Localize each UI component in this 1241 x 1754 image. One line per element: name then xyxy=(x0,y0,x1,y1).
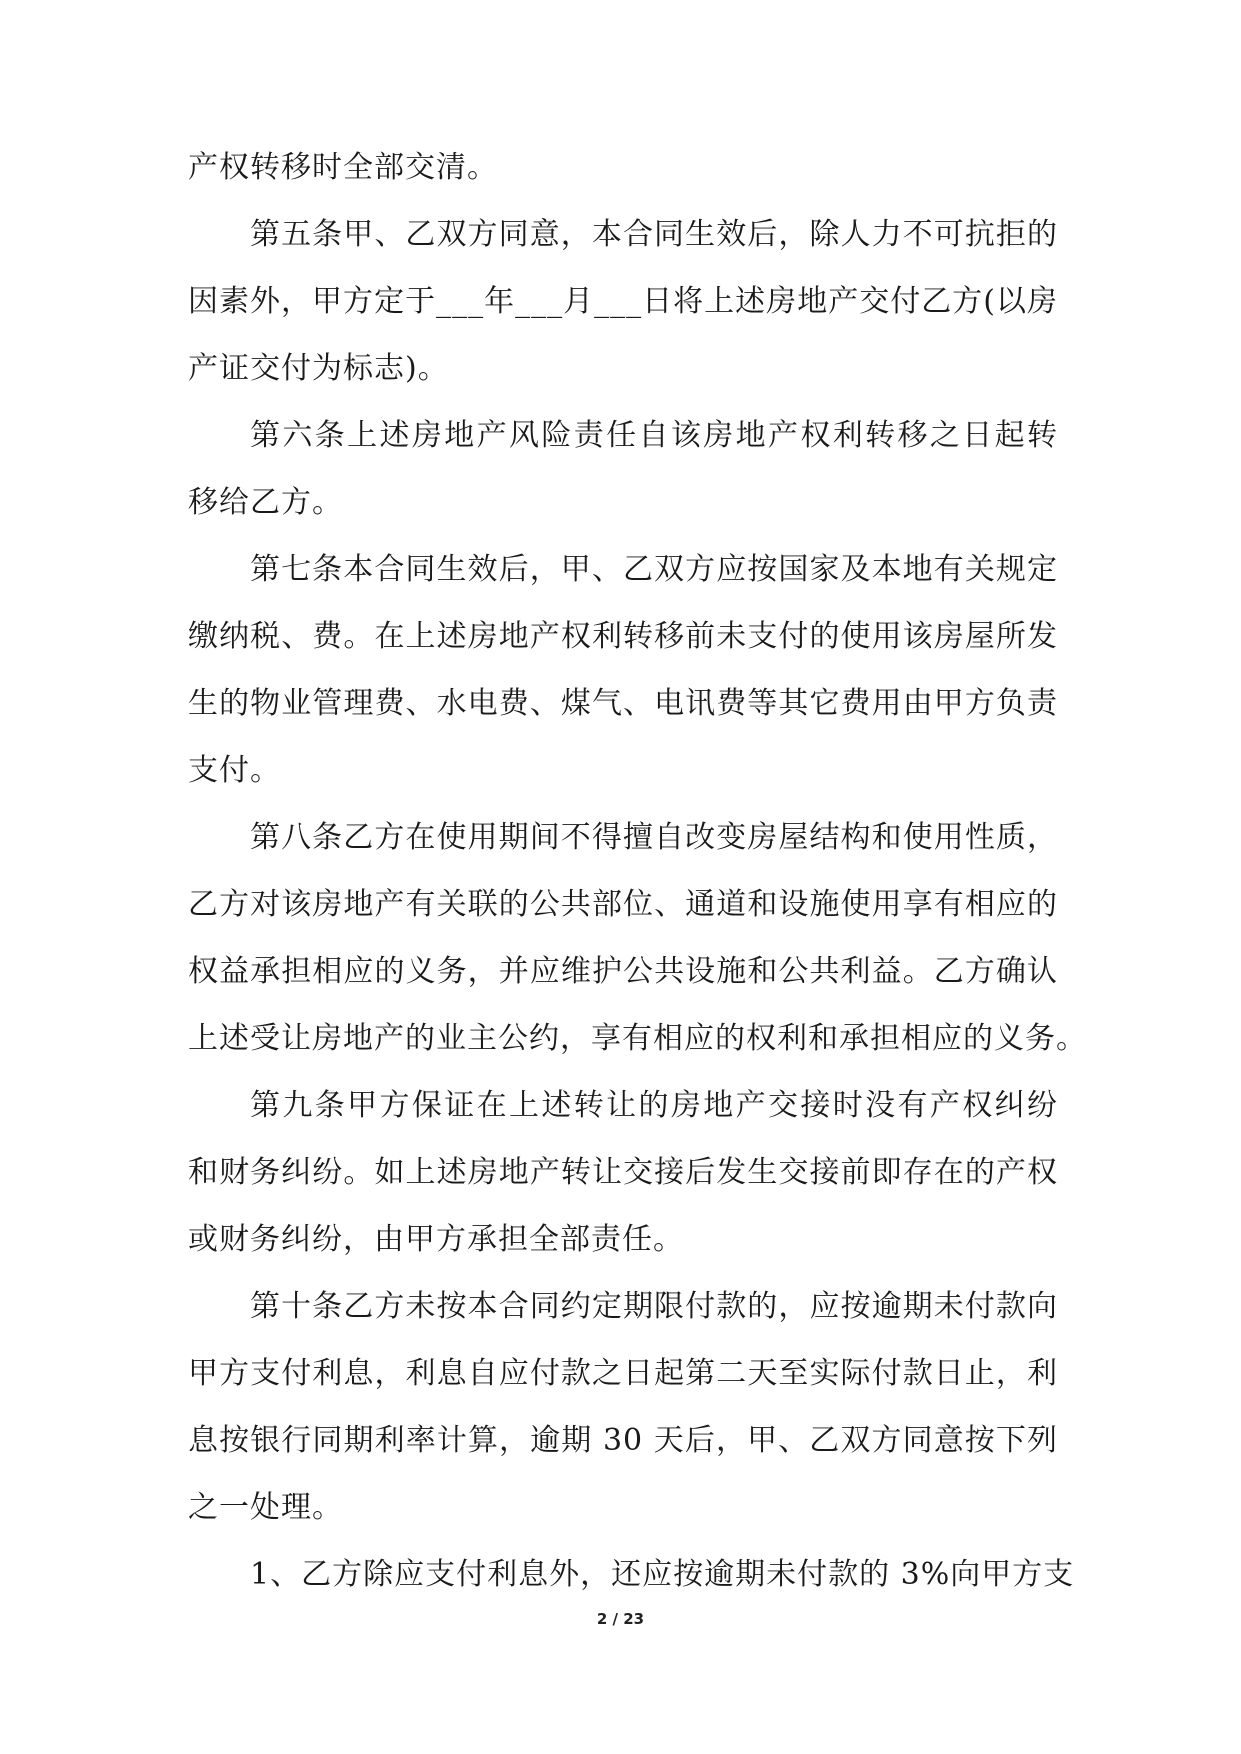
text-line: 第十条乙方未按本合同约定期限付款的，应按逾期未付款向 xyxy=(250,1289,1058,1324)
text-line: 因素外，甲方定于___年___月___日将上述房地产交付乙方(以房 xyxy=(188,284,1058,319)
text-line: 生的物业管理费、水电费、煤气、电讯费等其它费用由甲方负责 xyxy=(188,686,1058,721)
text-line: 第七条本合同生效后，甲、乙双方应按国家及本地有关规定 xyxy=(250,552,1058,587)
text-line: 缴纳税、费。在上述房地产权利转移前未支付的使用该房屋所发 xyxy=(188,619,1058,654)
text-line: 产证交付为标志)。 xyxy=(188,351,449,386)
text-line: 第八条乙方在使用期间不得擅自改变房屋结构和使用性质， xyxy=(250,820,1058,855)
text-line: 或财务纠纷，由甲方承担全部责任。 xyxy=(188,1222,684,1257)
text-line: 第九条甲方保证在上述转让的房地产交接时没有产权纠纷 xyxy=(250,1088,1058,1123)
text-line: 息按银行同期利率计算，逾期 30 天后，甲、乙双方同意按下列 xyxy=(188,1423,1058,1458)
text-line: 第五条甲、乙双方同意，本合同生效后，除人力不可抗拒的 xyxy=(250,217,1058,252)
text-line: 之一处理。 xyxy=(188,1490,343,1525)
text-line: 上述受让房地产的业主公约，享有相应的权利和承担相应的义务。 xyxy=(188,1021,1087,1056)
text-line: 1、乙方除应支付利息外，还应按逾期未付款的 3%向甲方支 xyxy=(250,1557,1075,1592)
document-body xyxy=(188,150,1087,1624)
text-line: 支付。 xyxy=(188,753,281,788)
text-line: 甲方支付利息，利息自应付款之日起第二天至实际付款日止，利 xyxy=(188,1356,1058,1391)
text-line: 第六条上述房地产风险责任自该房地产权利转移之日起转 xyxy=(250,418,1058,453)
text-line: 和财务纠纷。如上述房地产转让交接后发生交接前即存在的产权 xyxy=(188,1155,1058,1190)
text-line: 权益承担相应的义务，并应维护公共设施和公共利益。乙方确认 xyxy=(188,954,1058,989)
text-line: 产权转移时全部交清。 xyxy=(188,150,498,185)
text-line: 乙方对该房地产有关联的公共部位、通道和设施使用享有相应的 xyxy=(188,887,1058,922)
text-line: 移给乙方。 xyxy=(188,485,343,520)
page-number: 2 / 23 xyxy=(596,1610,645,1628)
